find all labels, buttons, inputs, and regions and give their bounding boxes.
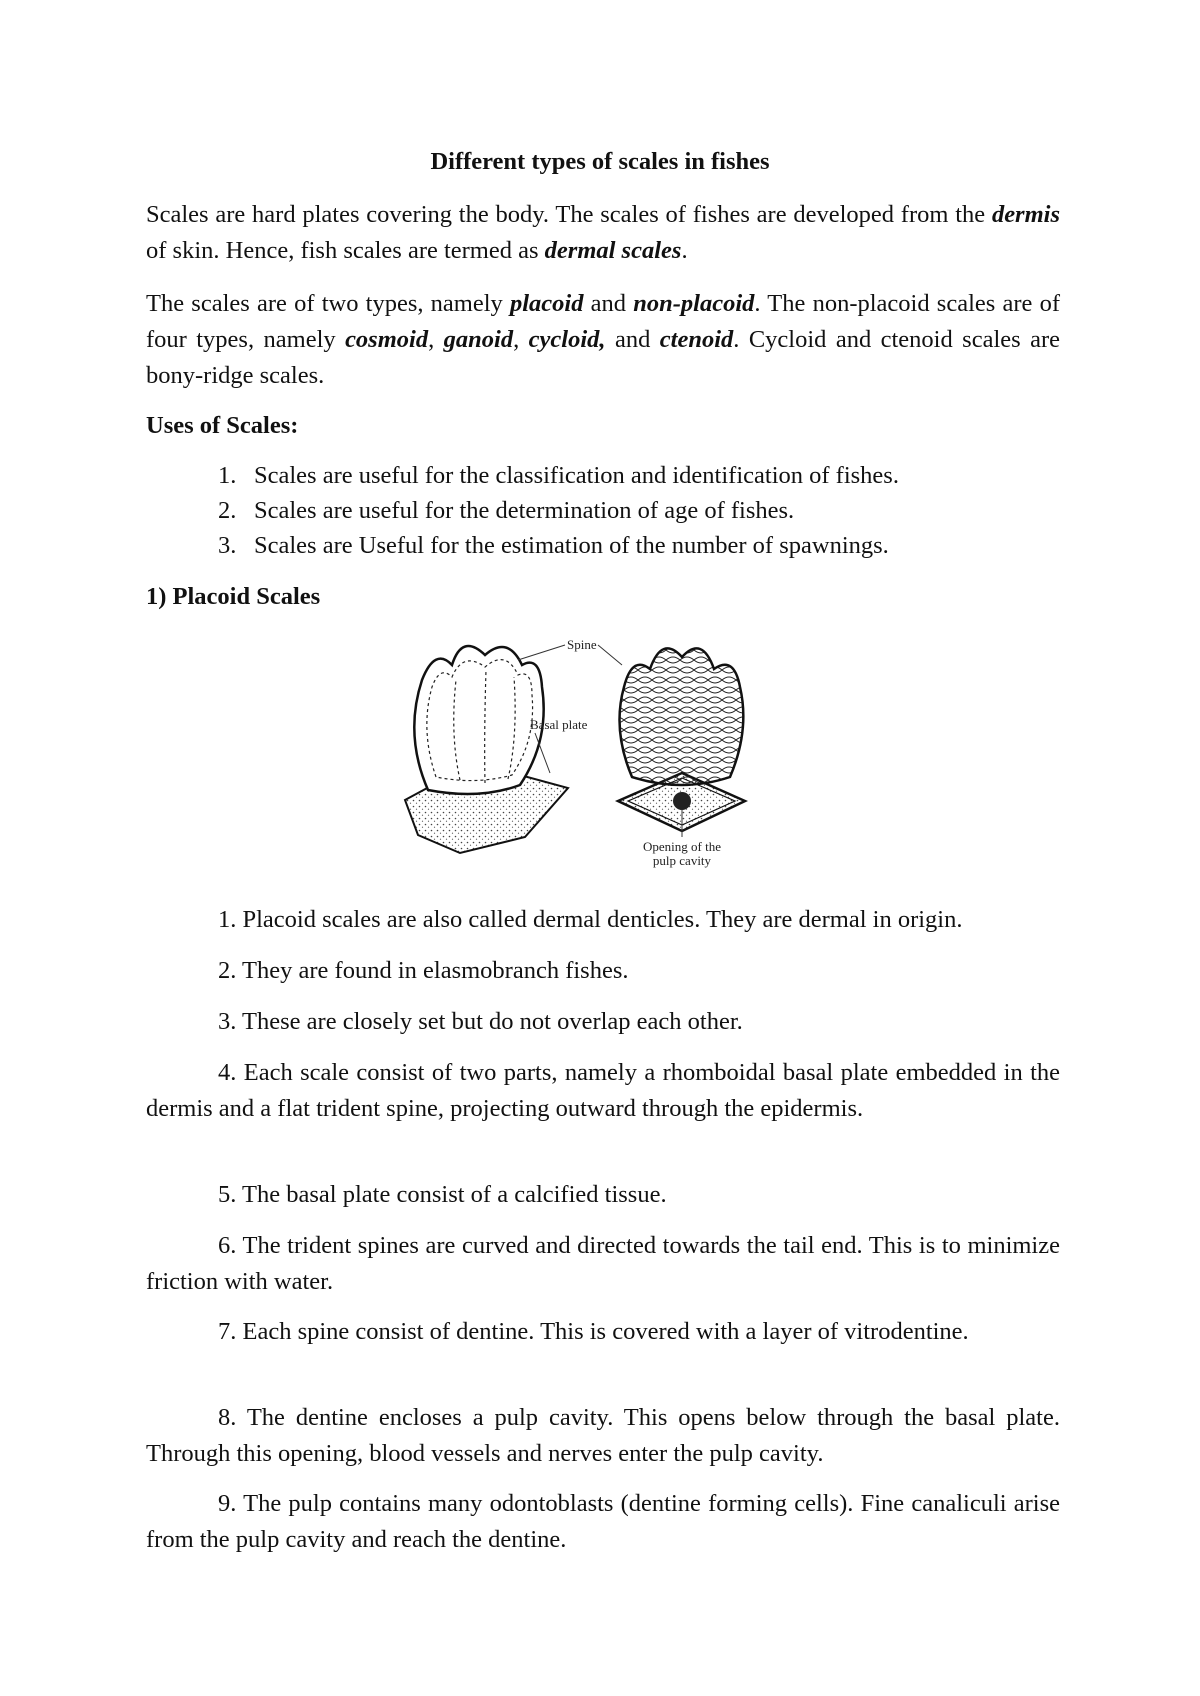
text-run: The scales are of two types, namely <box>146 290 510 317</box>
placoid-point: 3. These are closely set but do not overlap each other. <box>218 1008 743 1035</box>
left-spine <box>414 646 543 794</box>
placoid-point: 9. The pulp contains many odontoblasts (dentine forming cells). Fine canaliculi arise from the pulp cavity and reach the dentine. <box>146 1490 1060 1553</box>
term-dermal-scales: dermal scales <box>544 237 682 264</box>
placoid-point: 4. Each scale consist of two parts, namely a rhomboidal basal plate embedded in the dermis and a flat trident spine, projecting outward through the epidermis. <box>146 1059 1060 1122</box>
intro-paragraph-1 <box>146 197 1060 269</box>
label-opening-1: Opening of the <box>643 839 721 854</box>
term-dermis: dermis <box>991 201 1060 228</box>
list-text: Scales are Useful for the estimation of the number of spawnings. <box>254 532 889 559</box>
right-spine <box>620 648 744 785</box>
placoid-heading: 1) Placoid Scales <box>146 583 321 610</box>
placoid-point: 5. The basal plate consist of a calcified tissue. <box>218 1181 667 1208</box>
placoid-point: 6. The trident spines are curved and directed towards the tail end. This is to minimize friction with water. <box>146 1232 1060 1295</box>
text-run: of skin. Hence, fish scales are termed as <box>146 237 545 264</box>
text-run: and <box>583 290 634 317</box>
uses-list-item <box>218 497 794 525</box>
uses-list-item <box>218 462 899 490</box>
uses-heading: Uses of Scales: <box>146 412 299 439</box>
list-text: Scales are useful for the determination of age of fishes. <box>254 497 795 524</box>
placoid-point: 8. The dentine encloses a pulp cavity. This opens below through the basal plate. Through this opening, blood vessels and nerves enter the pulp cavity. <box>146 1404 1060 1467</box>
page-title: Different types of scales in fishes <box>430 148 770 175</box>
term-ganoid: ganoid <box>443 326 514 353</box>
list-number: 2. <box>218 497 237 524</box>
term-cycloid: cycloid, <box>528 326 606 353</box>
label-basal-plate: Basal plate <box>530 717 588 732</box>
term-non-placoid: non-placoid <box>633 290 755 317</box>
placoid-point: 1. Placoid scales are also called dermal denticles. They are dermal in origin. <box>218 906 963 933</box>
text-run: . The non-placoid scales are of four types, namely <box>146 290 1061 353</box>
uses-list-item <box>218 532 889 560</box>
pulp-opening <box>673 792 691 810</box>
list-number: 1. <box>218 462 237 489</box>
term-ctenoid: ctenoid <box>659 326 734 353</box>
label-spine: Spine <box>567 637 597 652</box>
list-number: 3. <box>218 532 237 559</box>
placoid-point: 7. Each spine consist of dentine. This is covered with a layer of vitrodentine. <box>218 1318 969 1345</box>
placoid-point: 2. They are found in elasmobranch fishes. <box>218 957 629 984</box>
list-text: Scales are useful for the classification and identification of fishes. <box>254 462 899 489</box>
label-opening-2: pulp cavity <box>652 853 712 868</box>
placoid-scale-diagram <box>400 625 810 870</box>
term-placoid: placoid <box>509 290 584 317</box>
intro-paragraph-2 <box>146 286 1060 394</box>
text-run: and <box>605 326 660 353</box>
text-run: . <box>681 237 688 264</box>
term-cosmoid: cosmoid <box>345 326 429 353</box>
text-run: . Cycloid and ctenoid scales are bony-ridge scales. <box>146 326 1061 389</box>
text-run: Scales are hard plates covering the body. The scales of fishes are developed from the <box>146 201 992 228</box>
text-run: , <box>513 326 529 353</box>
text-run: , <box>428 326 444 353</box>
